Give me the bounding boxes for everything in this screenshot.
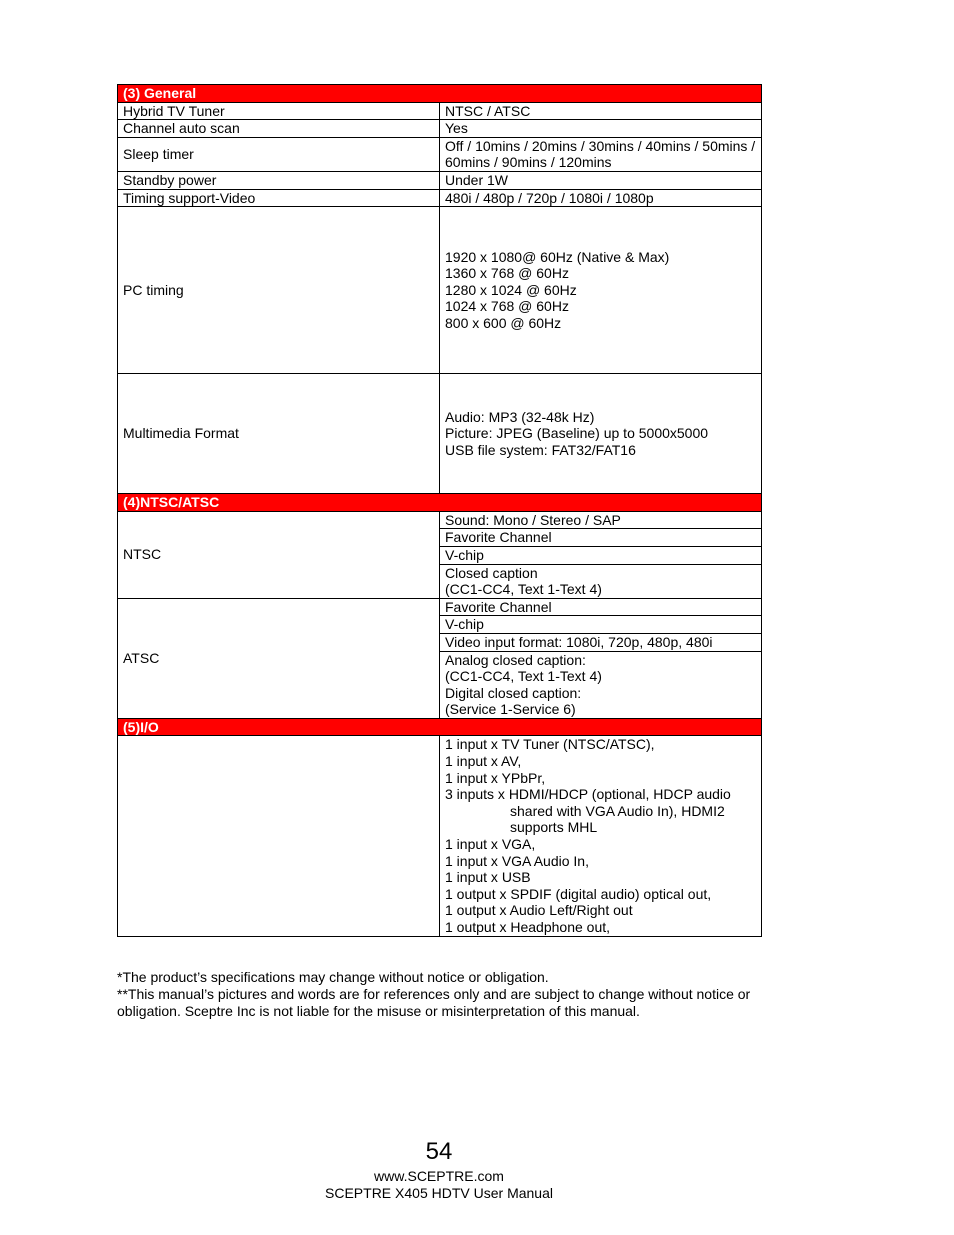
spec-row xyxy=(118,207,762,374)
value-line: 1 input x TV Tuner (NTSC/ATSC), xyxy=(445,736,655,753)
spec-label: NTSC xyxy=(118,511,440,598)
spec-label: Sleep timer xyxy=(118,137,440,171)
spec-label: Standby power xyxy=(118,171,440,189)
value-line: 3 inputs x HDMI/HDCP (optional, HDCP audio xyxy=(445,786,731,803)
spec-value xyxy=(440,651,762,718)
spec-value: Sound: Mono / Stereo / SAP xyxy=(440,511,762,529)
value-line: supports MHL xyxy=(510,819,598,836)
spec-label: Channel auto scan xyxy=(118,120,440,138)
value-line: 1 output x SPDIF (digital audio) optical out, xyxy=(445,885,712,902)
disclaimer-notes xyxy=(117,969,777,1019)
section-header-general xyxy=(118,85,762,103)
value-line: 1 input x VGA, xyxy=(445,836,536,853)
value-line: (CC1-CC4, Text 1-Text 4) xyxy=(445,581,602,598)
value-line: 1 output x Audio Left/Right out xyxy=(445,902,633,919)
spec-label: ATSC xyxy=(118,598,440,718)
value-line: 1 input x YPbPr, xyxy=(445,769,546,786)
spec-label: Timing support-Video xyxy=(118,189,440,207)
value-line: 1024 x 768 @ 60Hz xyxy=(445,298,569,315)
spec-row xyxy=(118,374,762,494)
spec-label: PC timing xyxy=(118,207,440,374)
spec-value xyxy=(440,374,762,494)
value-line: 60mins / 90mins / 120mins xyxy=(445,154,612,171)
value-line: Picture: JPEG (Baseline) up to 5000x5000 xyxy=(445,425,709,442)
page-number: 54 xyxy=(425,1138,453,1165)
value-line: 1280 x 1024 @ 60Hz xyxy=(445,281,577,298)
spec-value: V-chip xyxy=(440,546,762,564)
spec-row xyxy=(118,102,762,120)
value-line: Analog closed caption: xyxy=(445,651,586,668)
value-line: Digital closed caption: xyxy=(445,684,582,701)
footer-website: www.SCEPTRE.com xyxy=(374,1168,504,1184)
section-title: (3) General xyxy=(118,85,762,103)
note-line: *The product’s specifications may change without notice or obligation. xyxy=(117,969,549,985)
value-line: 1 input x VGA Audio In, xyxy=(445,852,589,869)
value-line: 1360 x 768 @ 60Hz xyxy=(445,265,569,282)
spec-label: Hybrid TV Tuner xyxy=(118,102,440,120)
page-footer xyxy=(0,1168,878,1202)
value-line: 800 x 600 @ 60Hz xyxy=(445,315,562,332)
spec-table xyxy=(117,84,762,937)
value-line: Closed caption xyxy=(445,564,538,581)
value-line: (Service 1-Service 6) xyxy=(445,701,576,718)
spec-row xyxy=(118,137,762,171)
section-title: (4)NTSC/ATSC xyxy=(118,494,762,512)
spec-value: Yes xyxy=(440,120,762,138)
value-line: shared with VGA Audio In), HDMI2 xyxy=(510,802,725,819)
spec-label: Multimedia Format xyxy=(118,374,440,494)
spec-value xyxy=(440,736,762,936)
section-header-ntsc-atsc xyxy=(118,494,762,512)
footer-title: SCEPTRE X405 HDTV User Manual xyxy=(325,1185,553,1201)
value-line: 1 input x USB xyxy=(445,869,531,886)
spec-value xyxy=(440,564,762,598)
value-line: Off / 10mins / 20mins / 30mins / 40mins / 50mins / xyxy=(445,137,756,154)
spec-row xyxy=(118,189,762,207)
spec-row xyxy=(118,120,762,138)
spec-value: V-chip xyxy=(440,616,762,634)
section-header-io xyxy=(118,718,762,736)
spec-value: Favorite Channel xyxy=(440,598,762,616)
value-line: Audio: MP3 (32-48k Hz) xyxy=(445,408,595,425)
spec-value: NTSC / ATSC xyxy=(440,102,762,120)
spec-value xyxy=(440,137,762,171)
spec-value xyxy=(440,207,762,374)
spec-value: Under 1W xyxy=(440,171,762,189)
spec-row xyxy=(118,736,762,936)
spec-value: Favorite Channel xyxy=(440,529,762,547)
note-line: **This manual’s pictures and words are for references only and are subject to change without notice or obligation. Sceptre Inc is not liable for the misuse or misinterpretation of this manual. xyxy=(117,985,751,1019)
value-line: (CC1-CC4, Text 1-Text 4) xyxy=(445,668,602,685)
spec-value: 480i / 480p / 720p / 1080i / 1080p xyxy=(440,189,762,207)
section-title: (5)I/O xyxy=(118,718,762,736)
spec-row xyxy=(118,598,762,616)
spec-row xyxy=(118,511,762,529)
value-line: USB file system: FAT32/FAT16 xyxy=(445,441,636,458)
spec-label-empty xyxy=(118,736,440,936)
value-line: 1920 x 1080@ 60Hz (Native & Max) xyxy=(445,248,670,265)
value-line: 1 output x Headphone out, xyxy=(445,919,611,935)
value-line: 1 input x AV, xyxy=(445,753,522,770)
spec-value: Video input format: 1080i, 720p, 480p, 480i xyxy=(440,633,762,651)
spec-row xyxy=(118,171,762,189)
